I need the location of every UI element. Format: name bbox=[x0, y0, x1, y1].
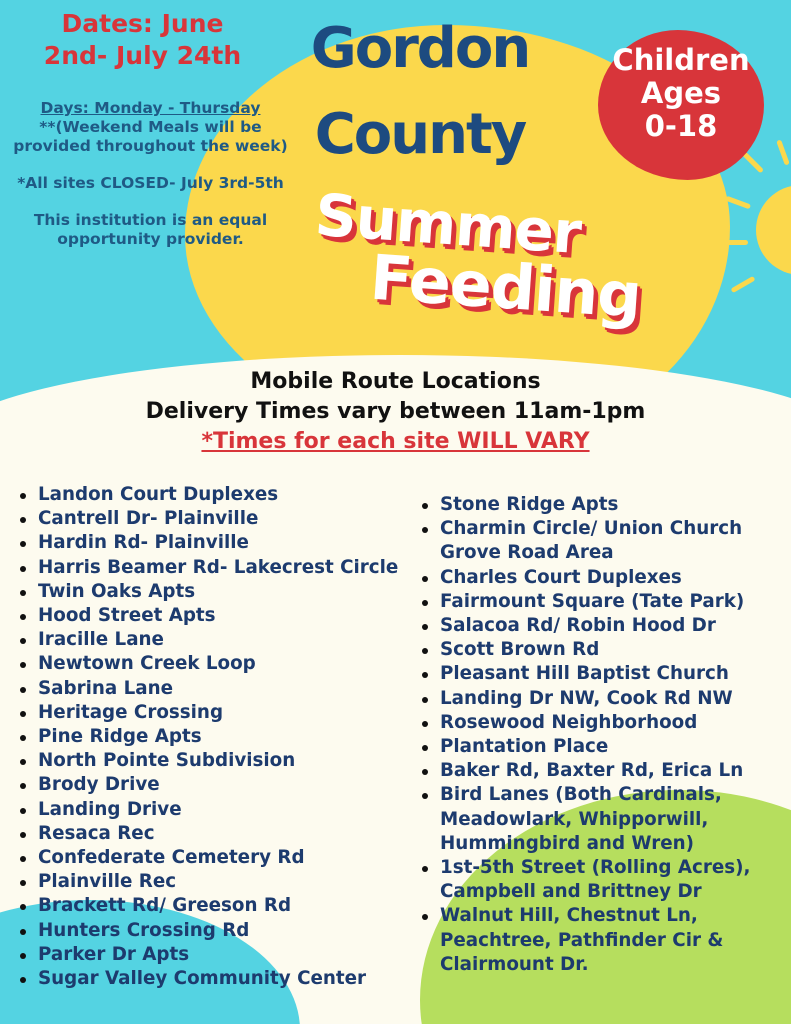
list-item: Brackett Rd/ Greeson Rd bbox=[16, 894, 416, 918]
list-item: Parker Dr Apts bbox=[16, 943, 416, 967]
list-item: Salacoa Rd/ Robin Hood Dr bbox=[418, 614, 790, 638]
list-item: Harris Beamer Rd- Lakecrest Circle bbox=[16, 556, 416, 580]
list-item: North Pointe Subdivision bbox=[16, 749, 416, 773]
dates-line2: 2nd- July 24th bbox=[43, 41, 242, 70]
list-item: Pine Ridge Apts bbox=[16, 725, 416, 749]
age-badge bbox=[598, 30, 764, 180]
list-item: Landing Dr NW, Cook Rd NW bbox=[418, 687, 790, 711]
times-vary-note: *Times for each site WILL VARY bbox=[201, 429, 590, 454]
list-item: Hardin Rd- Plainville bbox=[16, 531, 416, 555]
badge-line1: Children bbox=[612, 43, 750, 77]
list-item: Pleasant Hill Baptist Church bbox=[418, 662, 790, 686]
equal-opportunity-text: This institution is an equal opportunity provider. bbox=[33, 211, 268, 248]
list-item: Brody Drive bbox=[16, 773, 416, 797]
list-item: Twin Oaks Apts bbox=[16, 580, 416, 604]
sun-ray bbox=[725, 196, 751, 210]
title-line2: County bbox=[314, 102, 526, 167]
list-item: Hood Street Apts bbox=[16, 604, 416, 628]
list-item: Landing Drive bbox=[16, 798, 416, 822]
delivery-times: Delivery Times vary between 11am-1pm bbox=[145, 399, 646, 424]
list-item: Sugar Valley Community Center bbox=[16, 967, 416, 991]
info-block bbox=[8, 99, 293, 267]
list-item: 1st-5th Street (Rolling Acres), Campbell and Brittney Dr bbox=[418, 856, 790, 904]
title-feeding: Feeding bbox=[367, 240, 644, 333]
closed-text: *All sites CLOSED- July 3rd-5th bbox=[17, 174, 284, 192]
list-item: Iracille Lane bbox=[16, 628, 416, 652]
sun-ray bbox=[742, 152, 764, 174]
weekend-text: **(Weekend Meals will be provided throughout the week) bbox=[13, 118, 288, 155]
sun-ray bbox=[730, 276, 755, 293]
list-item: Resaca Rec bbox=[16, 822, 416, 846]
sun-ray bbox=[722, 240, 748, 245]
list-item: Plantation Place bbox=[418, 735, 790, 759]
title-line1: Gordon bbox=[310, 16, 530, 81]
left-location-list bbox=[16, 483, 416, 991]
list-item: Stone Ridge Apts bbox=[418, 493, 790, 517]
list-item: Charmin Circle/ Union Church Grove Road Area bbox=[418, 517, 790, 565]
badge-line2: Ages bbox=[640, 76, 722, 110]
list-item: Bird Lanes (Both Cardinals, Meadowlark, Whipporwill, Hummingbird and Wren) bbox=[418, 783, 790, 856]
list-item: Walnut Hill, Chestnut Ln, Peachtree, Pathfinder Cir & Clairmount Dr. bbox=[418, 904, 790, 977]
list-item: Scott Brown Rd bbox=[418, 638, 790, 662]
list-item: Rosewood Neighborhood bbox=[418, 711, 790, 735]
dates-heading bbox=[10, 8, 275, 72]
right-location-list bbox=[418, 493, 790, 977]
list-item: Confederate Cemetery Rd bbox=[16, 846, 416, 870]
route-heading: Mobile Route Locations bbox=[250, 369, 541, 394]
route-header bbox=[0, 367, 791, 457]
page-title bbox=[290, 6, 550, 178]
list-item: Baker Rd, Baxter Rd, Erica Ln bbox=[418, 759, 790, 783]
list-item: Heritage Crossing bbox=[16, 701, 416, 725]
list-item: Newtown Creek Loop bbox=[16, 652, 416, 676]
list-item: Cantrell Dr- Plainville bbox=[16, 507, 416, 531]
list-item: Sabrina Lane bbox=[16, 677, 416, 701]
dates-line1: Dates: June bbox=[61, 9, 224, 38]
sun-ray bbox=[776, 139, 790, 165]
list-item: Landon Court Duplexes bbox=[16, 483, 416, 507]
days-text: Days: Monday - Thursday bbox=[40, 99, 261, 117]
title-summer: Summer bbox=[312, 180, 583, 268]
badge-line3: 0-18 bbox=[644, 109, 718, 143]
list-item: Fairmount Square (Tate Park) bbox=[418, 590, 790, 614]
list-item: Plainville Rec bbox=[16, 870, 416, 894]
sun-icon bbox=[756, 185, 791, 275]
list-item: Hunters Crossing Rd bbox=[16, 919, 416, 943]
list-item: Charles Court Duplexes bbox=[418, 566, 790, 590]
